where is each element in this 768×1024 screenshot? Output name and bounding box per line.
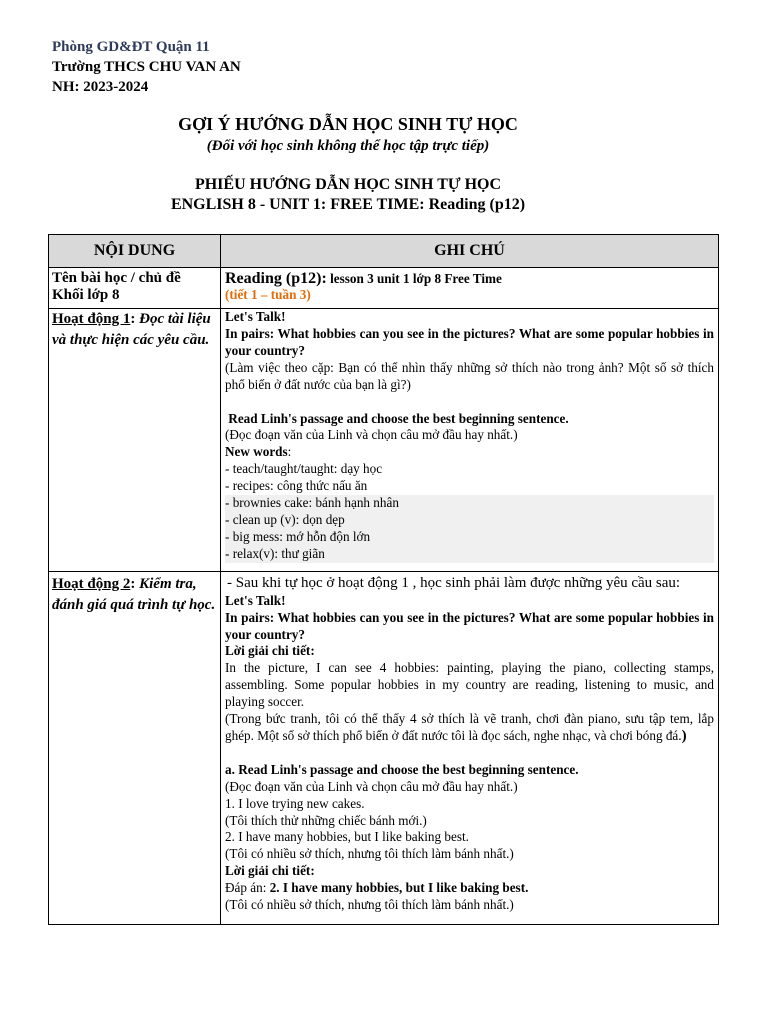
- activity-2-label: Hoạt động 2: [52, 575, 131, 592]
- solution-vietnamese-close: ): [681, 727, 687, 744]
- document-subtitle: (Đối với học sinh không thể học tập trực tiếp): [206, 138, 490, 154]
- school-year: NH: 2023-2024: [52, 79, 149, 95]
- question-2-translation: (Đọc đoạn văn của Linh và chọn câu mở đầu hay nhất.): [225, 427, 518, 443]
- new-words-label: New words: [225, 444, 288, 460]
- lesson-info-cell: [221, 268, 719, 309]
- activity-1-description: Đọc tài liệu và thực hiện các yêu cầu.: [52, 311, 211, 348]
- lesson-subtitle: lesson 3 unit 1 lớp 8 Free Time: [326, 271, 502, 286]
- table-header-row: [49, 235, 719, 268]
- question-1-repeat: In pairs: What hobbies can you see in the pictures? What are some popular hobbies in your country?: [225, 609, 714, 642]
- answer-line: [225, 880, 714, 897]
- vocab-item: - relax(v): thư giãn: [225, 546, 714, 563]
- answer-translation: (Tôi có nhiều sở thích, nhưng tôi thích làm bánh nhất.): [225, 897, 514, 913]
- lets-talk-heading: Let's Talk!: [225, 309, 286, 324]
- column-header-notes: GHI CHÚ: [221, 235, 719, 268]
- question-1: In pairs: What hobbies can you see in the pictures? What are some popular hobbies in your country?: [225, 325, 714, 358]
- department-name: Phòng GD&ĐT Quận 11: [52, 39, 210, 55]
- question-a-translation: (Đọc đoạn văn của Linh và chọn câu mở đầu hay nhất.): [225, 778, 518, 794]
- lesson-title: Reading (p12):: [225, 270, 327, 287]
- vocab-item: - big mess: mớ hỗn độn lớn: [225, 529, 714, 546]
- lets-talk-heading-2: Let's Talk!: [225, 592, 286, 608]
- question-a: a. Read Linh's passage and choose the best beginning sentence.: [225, 761, 579, 777]
- solution-english: In the picture, I can see 4 hobbies: painting, playing the piano, collecting stamps, assembling. Some popular hobbies in my country are reading, listening to music, and playing soccer.: [225, 660, 714, 710]
- activity-2-content: [221, 571, 719, 924]
- option-1: 1. I love trying new cakes.: [225, 795, 365, 811]
- option-2-translation: (Tôi có nhiều sở thích, nhưng tôi thích làm bánh nhất.): [225, 846, 514, 862]
- document-title: GỢI Ý HƯỚNG DẪN HỌC SINH TỰ HỌC: [178, 114, 518, 134]
- option-2: 2. I have many hobbies, but I like baking best.: [225, 829, 469, 845]
- activity-1-colon: :: [130, 311, 140, 327]
- solution-vietnamese-text: (Trong bức tranh, tôi có thể thấy 4 sở thích là vẽ tranh, chơi đàn piano, sưu tập tem, lắp ghép. Một số sở thích phổ biến ở đất nước tôi là đọc sách, nghe nhạc, và chơi bóng đá.: [225, 711, 714, 743]
- activity-1-content: [221, 309, 719, 572]
- lesson-topic-label: Tên bài học / chủ đề: [52, 270, 181, 286]
- activity-2-intro: - Sau khi tự học ở hoạt động 1 , học sinh phải làm được những yêu cầu sau:: [227, 574, 681, 591]
- vocab-item: - recipes: công thức nấu ăn: [225, 478, 368, 494]
- activity-1-label: Hoạt động 1: [52, 311, 131, 327]
- guide-table: [48, 234, 719, 925]
- table-row-lesson: [49, 268, 719, 309]
- activity-2-cell: [49, 571, 221, 924]
- unit-title: ENGLISH 8 - UNIT 1: FREE TIME: Reading (p12): [170, 196, 526, 213]
- lesson-label-cell: [49, 268, 221, 309]
- question-2: Read Linh's passage and choose the best beginning sentence.: [225, 410, 569, 426]
- school-name: Trường THCS CHU VAN AN: [52, 59, 241, 75]
- solution-vietnamese: [225, 711, 714, 745]
- table-row-activity-1: [49, 309, 719, 572]
- table-row-activity-2: [49, 571, 719, 924]
- sheet-title: PHIẾU HƯỚNG DẪN HỌC SINH TỰ HỌC: [194, 176, 502, 193]
- vocab-item: - brownies cake: bánh hạnh nhân: [225, 495, 714, 512]
- column-header-content: NỘI DUNG: [49, 235, 221, 268]
- new-words-heading: [225, 444, 714, 461]
- vocab-item: - clean up (v): dọn dẹp: [225, 512, 714, 529]
- solution-heading: Lời giải chi tiết:: [225, 643, 315, 659]
- answer-text: 2. I have many hobbies, but I like baking best.: [269, 880, 529, 896]
- option-1-translation: (Tôi thích thử những chiếc bánh mới.): [225, 812, 427, 828]
- vocab-item: - teach/taught/taught: dạy học: [225, 461, 383, 477]
- grade-label: Khối lớp 8: [52, 287, 120, 303]
- new-words-colon: :: [287, 444, 292, 460]
- activity-2-description: Kiểm tra, đánh giá quá trình tự học.: [52, 575, 216, 613]
- answer-prefix: Đáp án:: [225, 880, 270, 896]
- activity-2-colon: :: [130, 575, 140, 592]
- solution-heading-2: Lời giải chi tiết:: [225, 863, 315, 879]
- question-1-translation: (Làm việc theo cặp: Bạn có thể nhìn thấy những sở thích nào trong ảnh? Một số sở thích phổ biến ở đất nước của bạn là gì?): [225, 359, 714, 392]
- lesson-period: (tiết 1 – tuần 3): [225, 287, 311, 302]
- activity-1-cell: [49, 309, 221, 572]
